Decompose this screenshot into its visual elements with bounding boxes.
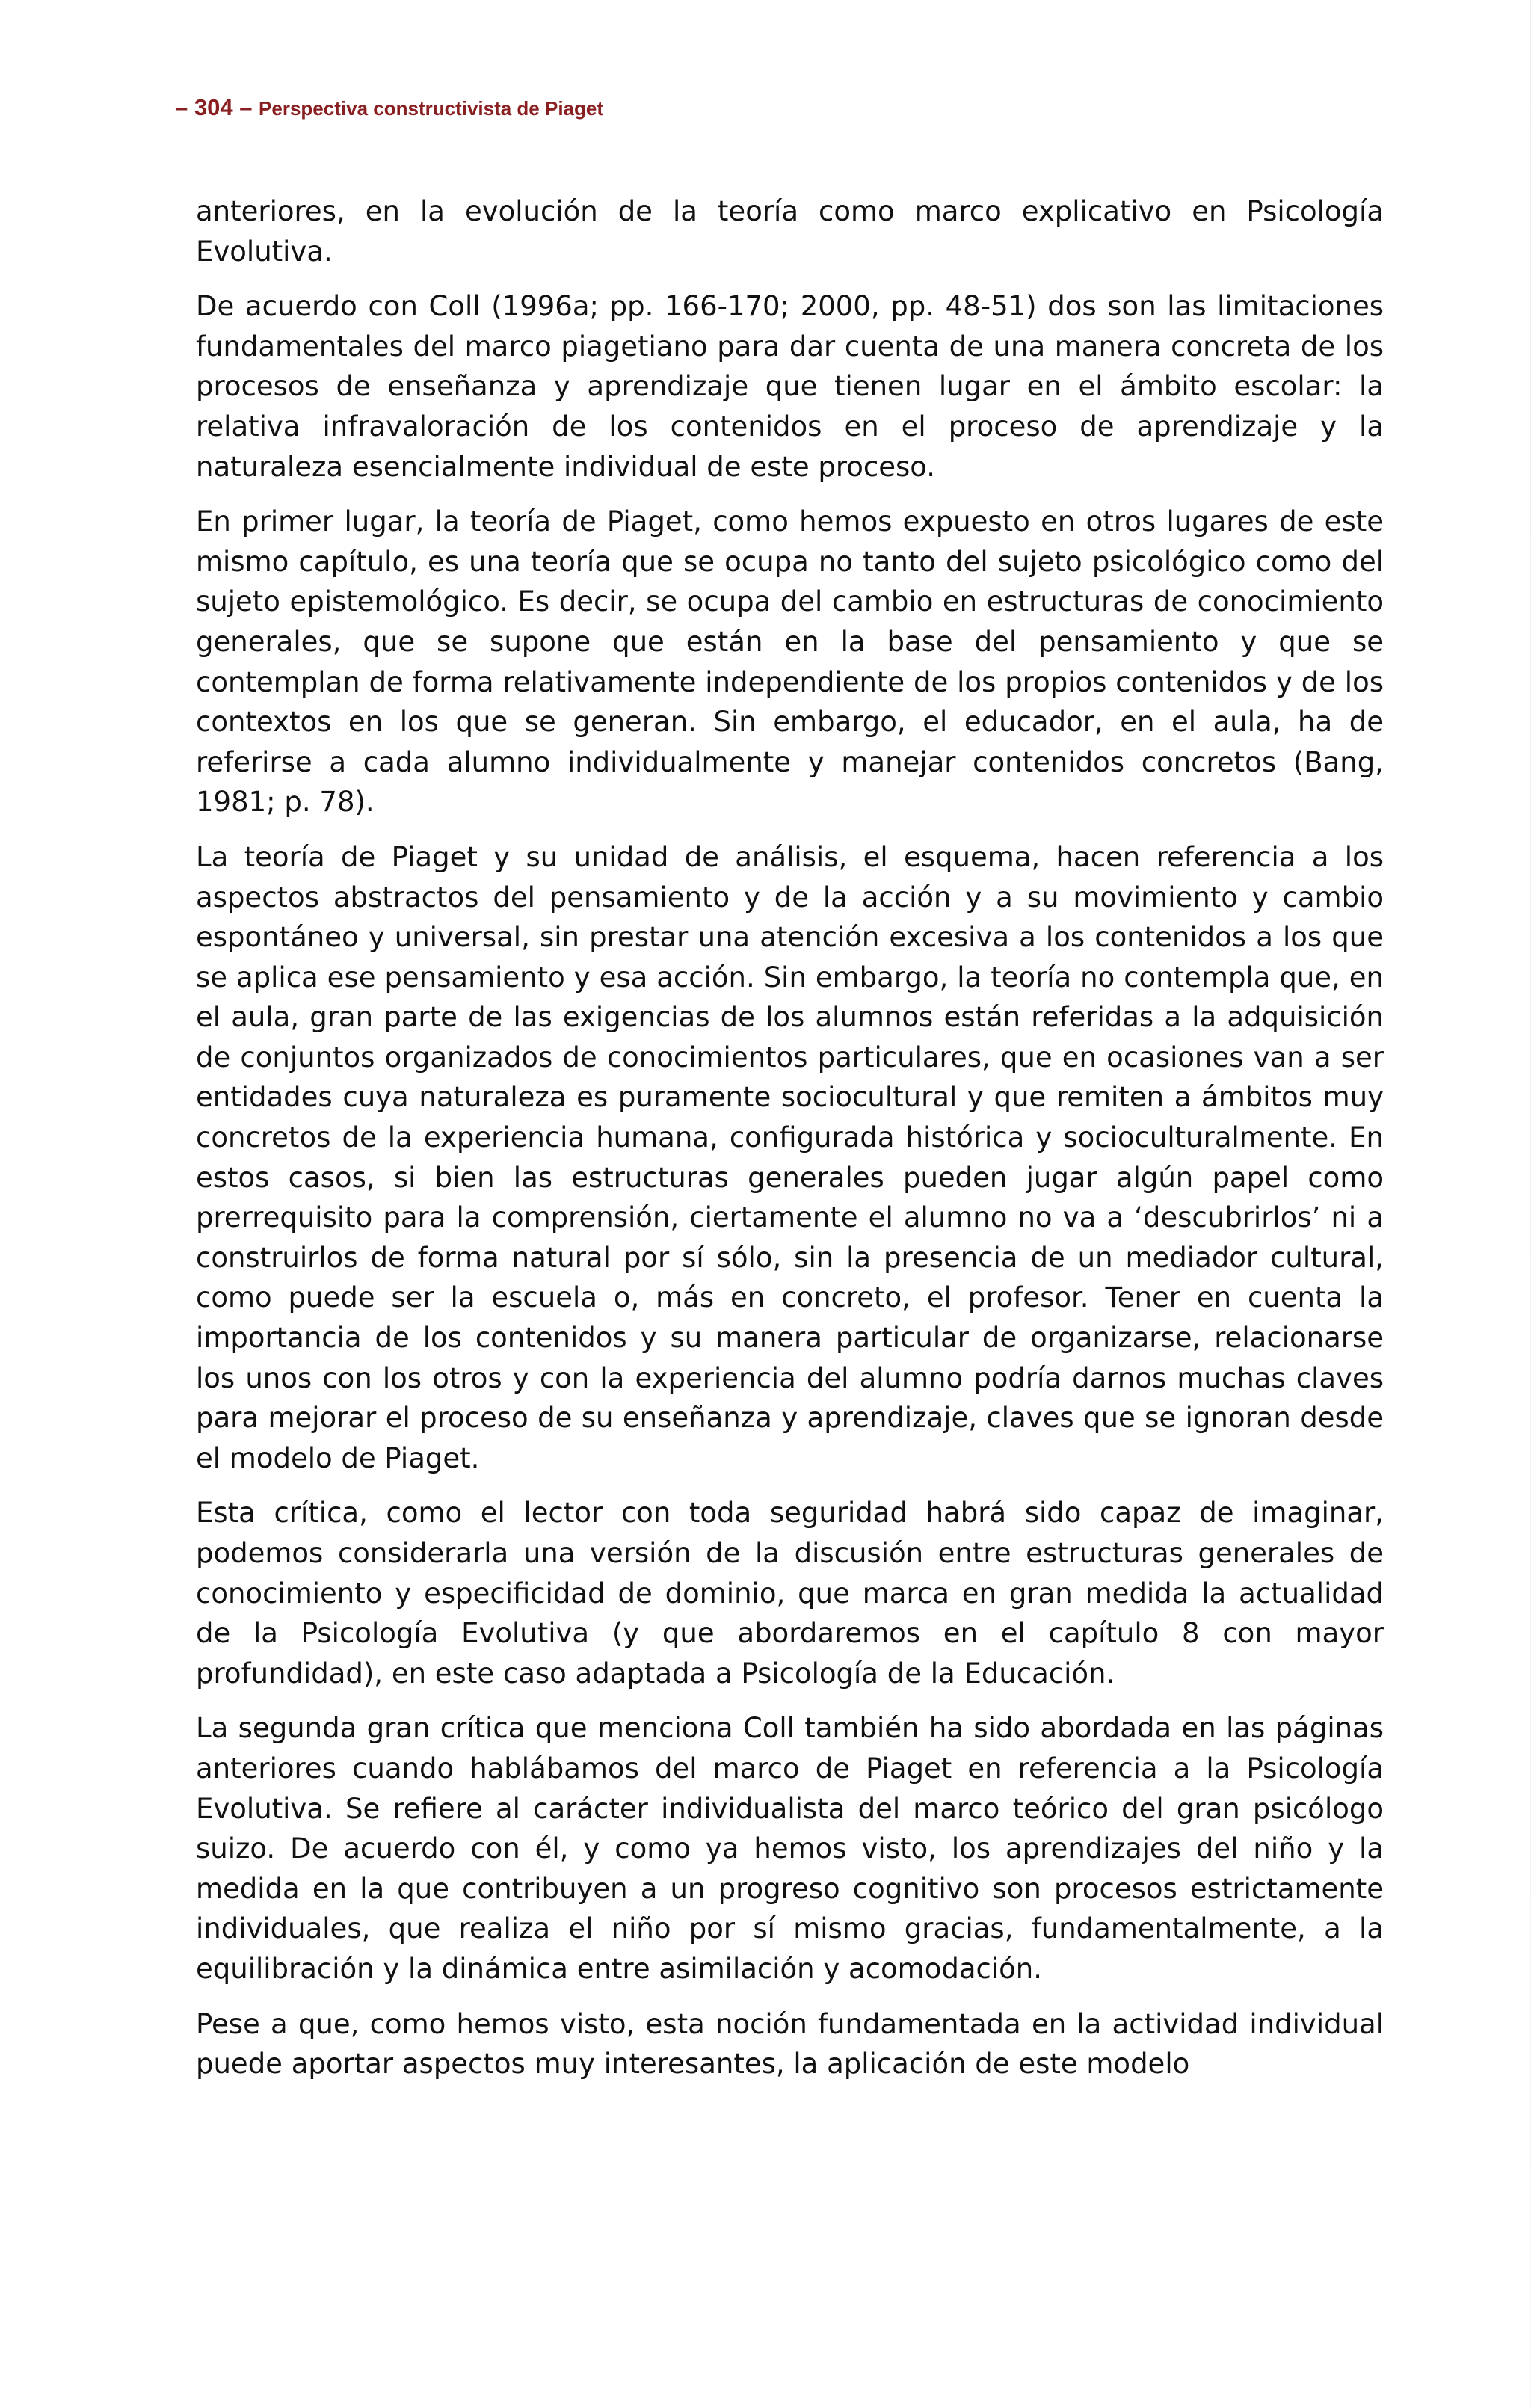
running-header [175,94,603,121]
paragraph: La teoría de Piaget y su unidad de análisis, el esquema, hacen referencia a los aspectos abstractos del pensamiento y de la acción y a su movimiento y cambio espontáneo y universal, sin prestar una atención excesiva a los contenidos a los que se aplica ese pensamiento y esa acción. Sin embargo, la teoría no contempla que, en el aula, gran parte de las exigencias de los alumnos están referidas a la adquisición de conjuntos organizados de conocimientos particulares, que en ocasiones van a ser entidades cuya naturaleza es puramente sociocultural y que remiten a ámbitos muy concretos de la experiencia humana, configurada histórica y socioculturalmente. En estos casos, si bien las estructuras generales pueden jugar algún papel como prerrequisito para la comprensión, ciertamente el alumno no va a ‘descubrirlos’ ni a construirlos de forma natural por sí sólo, sin la presencia de un mediador cultural, como puede ser la escuela o, más en concreto, el profesor. Tener en cuenta la importancia de los contenidos y su manera particular de organizarse, relacionarse los unos con los otros y con la experiencia del alumno podría darnos muchas claves para mejorar el proceso de su enseñanza y aprendizaje, claves que se ignoran desde el modelo de Piaget. [196,840,1384,1474]
body-text [196,191,1384,2099]
paragraph: Esta crítica, como el lector con toda seguridad habrá sido capaz de imaginar, podemos considerarla una versión de la discusión entre estructuras generales de conocimiento y especificidad de dominio, que marca en gran medida la actualidad de la Psicología Evolutiva (y que abordaremos en el capítulo 8 con mayor profundidad), en este caso adaptada a Psicología de la Educación. [196,1497,1384,1690]
page-number: – 304 – [175,94,259,120]
paragraph: De acuerdo con Coll (1996a; pp. 166-170; 2000, pp. 48-51) dos son las limitaciones fundamentales del marco piagetiano para dar cuenta de una manera concreta de los procesos de enseñanza y aprendizaje que tienen lugar en el ámbito escolar: la relativa infravaloración de los contenidos en el proceso de aprendizaje y la naturaleza esencialmente individual de este proceso. [196,290,1384,483]
paragraph: anteriores, en la evolución de la teoría como marco explicativo en Psicología Evolutiva. [196,195,1384,268]
running-header-title: Perspectiva constructivista de Piaget [259,97,604,120]
paragraph: La segunda gran crítica que menciona Coll también ha sido abordada en las páginas anteriores cuando hablábamos del marco de Piaget en referencia a la Psicología Evolutiva. Se refiere al carácter individualista del marco teórico del gran psicólogo suizo. De acuerdo con él, y como ya hemos visto, los aprendizajes del niño y la medida en la que contribuyen a un progreso cognitivo son procesos estrictamente individuales, que realiza el niño por sí mismo gracias, fundamentalmente, a la equilibración y la dinámica entre asimilación y acomodación. [196,1712,1384,1985]
paragraph: Pese a que, como hemos visto, esta noción fundamentada en la actividad individual puede aportar aspectos muy interesantes, la aplicación de este modelo [196,2007,1384,2081]
paragraph: En primer lugar, la teoría de Piaget, como hemos expuesto en otros lugares de este mismo capítulo, es una teoría que se ocupa no tanto del sujeto psicológico como del sujeto epistemológico. Es decir, se ocupa del cambio en estructuras de conocimiento generales, que se supone que están en la base del pensamiento y que se contemplan de forma relativamente independiente de los propios contenidos y de los contextos en los que se generan. Sin embargo, el educador, en el aula, ha de referirse a cada alumno individualmente y manejar contenidos concretos (Bang, 1981; p. 78). [196,505,1384,819]
